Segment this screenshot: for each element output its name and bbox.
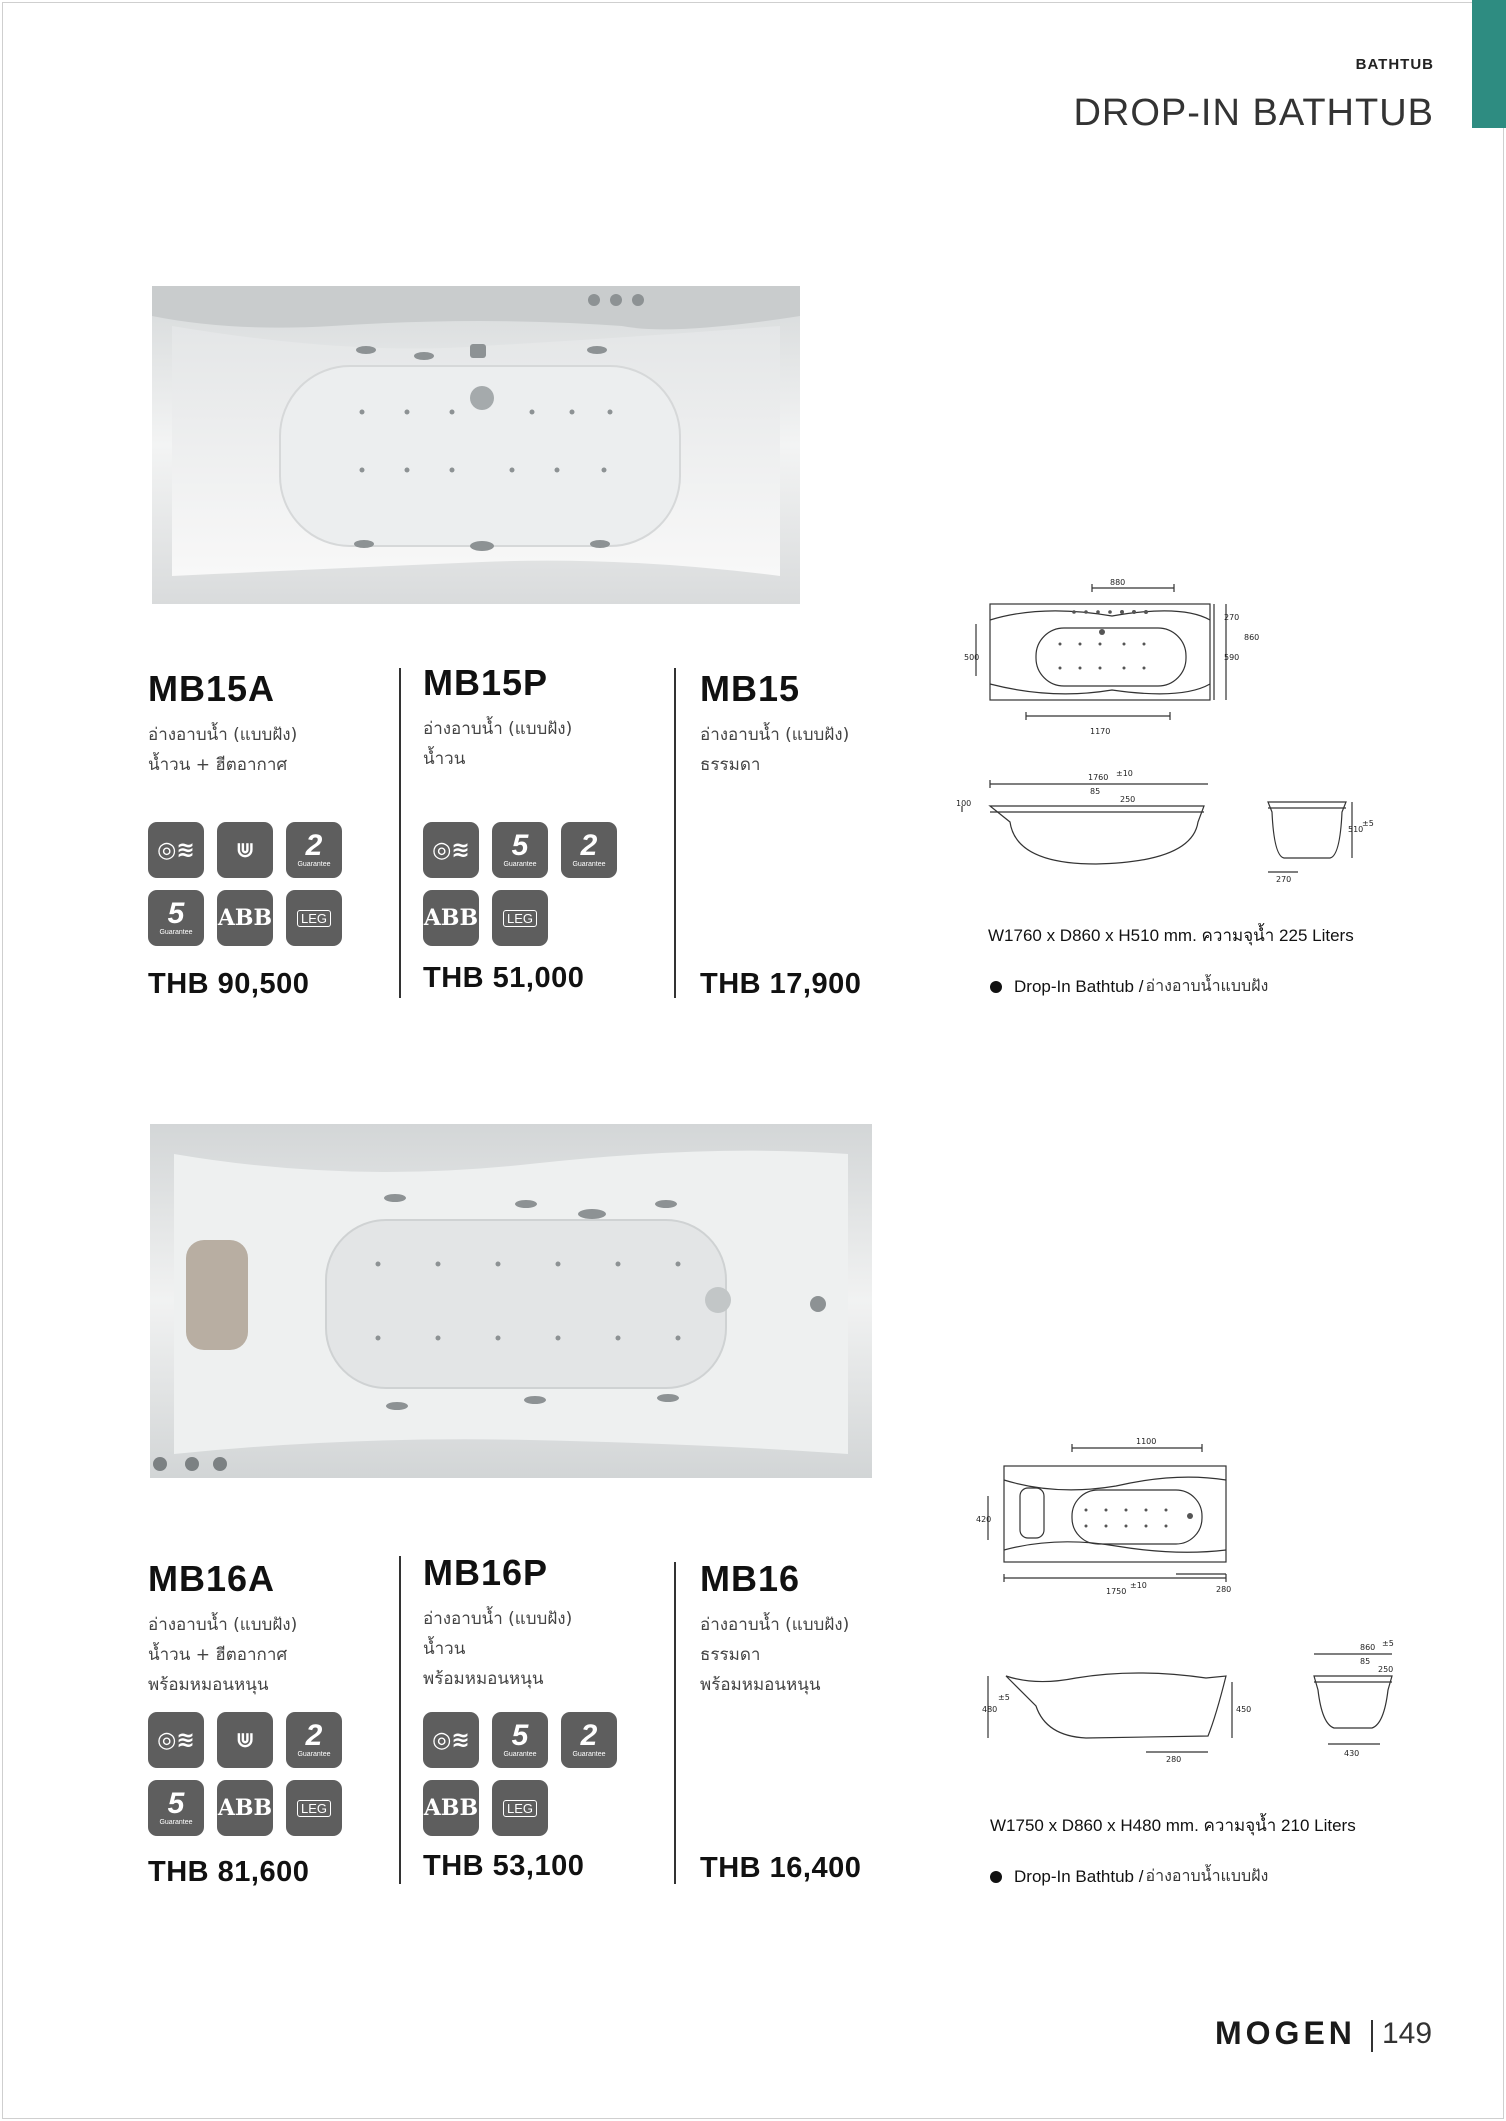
dim-label: ±5	[1362, 819, 1374, 828]
whirlpool-badge: ◎≋	[148, 1712, 204, 1768]
abb-badge: ABB	[423, 890, 479, 946]
dim-label: 420	[976, 1515, 992, 1524]
product-mb15p	[423, 662, 673, 774]
price: THB 17,900	[700, 968, 862, 1000]
product-feature: พร้อมหมอนหนุน	[700, 1675, 821, 1695]
product-feature: น้ำวน	[423, 749, 466, 769]
price: THB 51,000	[423, 962, 585, 994]
mb16a-badges-row2	[148, 1780, 342, 1836]
product-mb15	[700, 668, 950, 780]
abb-badge: ABB	[217, 1780, 273, 1836]
product-mb16p	[423, 1552, 673, 1694]
mb15-end-view-drawing	[1262, 796, 1372, 886]
dim-label: 860	[1360, 1643, 1376, 1652]
product-feature: น้ำวน + ฮีตอากาศ	[148, 755, 288, 775]
dim-label: 1100	[1136, 1437, 1157, 1446]
model-name: MB15	[700, 668, 801, 709]
5-years-guarantee-badge: 5 Guarantee	[148, 890, 204, 946]
dim-label: 100	[956, 799, 972, 808]
2-years-guarantee-badge: 2 Guarantee	[286, 822, 342, 878]
dim-label: 880	[1110, 578, 1126, 587]
mb16a-badges-row1	[148, 1712, 342, 1768]
product-mb16a	[148, 1558, 398, 1700]
mb15-side-view-drawing	[956, 766, 1206, 866]
spec-dimensions: W1750 x D860 x H480 mm. ความจุน้ำ 210 Liters	[990, 1816, 1356, 1835]
dim-label: 85	[1090, 787, 1101, 796]
dim-label: 1170	[1090, 727, 1111, 736]
product-description: อ่างอาบน้ำ (แบบฝัง)	[148, 725, 298, 745]
mb16-bathtub-photo	[150, 1124, 872, 1478]
mb16p-badges-row2	[423, 1780, 548, 1836]
type-english: Drop-In Bathtub /	[1014, 1866, 1144, 1886]
leg-badge: LEG	[492, 890, 548, 946]
dim-label: ±5	[1382, 1639, 1394, 1648]
whirlpool-badge: ◎≋	[423, 822, 479, 878]
price: THB 53,100	[423, 1850, 585, 1882]
dim-label: 85	[1360, 1657, 1371, 1666]
mb16-top-view-drawing	[976, 1432, 1256, 1622]
leg-badge: LEG	[492, 1780, 548, 1836]
price: THB 81,600	[148, 1856, 310, 1888]
model-name: MB16P	[423, 1552, 549, 1593]
mb15-bathtub-photo	[152, 286, 800, 604]
product-description: อ่างอาบน้ำ (แบบฝัง)	[700, 725, 850, 745]
mb15p-badges-row2	[423, 890, 548, 946]
brand-logo: MOGEN	[1215, 2015, 1356, 2051]
mb15-top-view-drawing	[962, 576, 1292, 736]
product-feature: ธรรมดา	[700, 1645, 761, 1665]
2-years-guarantee-badge: 2 Guarantee	[561, 822, 617, 878]
mb16-end-view-drawing	[1310, 1640, 1430, 1760]
page-number: 149	[1382, 2017, 1433, 2050]
product-description: อ่างอาบน้ำ (แบบฝัง)	[148, 1615, 298, 1635]
product-feature: ธรรมดา	[700, 755, 761, 775]
column-divider	[674, 1562, 676, 1884]
dim-label: ±10	[1116, 769, 1133, 778]
dim-label: 280	[1166, 1755, 1182, 1764]
bullet-icon	[990, 981, 1002, 993]
dim-label: 270	[1224, 613, 1240, 622]
dim-label: 280	[1216, 1585, 1232, 1594]
model-name: MB15P	[423, 662, 549, 703]
spec-dimensions: W1760 x D860 x H510 mm. ความจุน้ำ 225 Liters	[988, 926, 1354, 945]
abb-badge: ABB	[217, 890, 273, 946]
type-english: Drop-In Bathtub /	[1014, 976, 1144, 996]
product-feature: น้ำวน	[423, 1639, 466, 1659]
footer-separator	[1371, 2020, 1373, 2052]
mb15a-badges-row2	[148, 890, 342, 946]
5-years-guarantee-badge: 5 Guarantee	[148, 1780, 204, 1836]
5-years-guarantee-badge: 5 Guarantee	[492, 1712, 548, 1768]
dim-label: 590	[1224, 653, 1240, 662]
dim-label: ±5	[998, 1693, 1010, 1702]
header-title: DROP-IN BATHTUB	[1073, 92, 1434, 134]
product-mb16	[700, 1558, 950, 1700]
type-thai: อ่างอาบน้ำแบบฝัง	[1145, 1866, 1269, 1885]
section-tab-accent	[1472, 0, 1506, 128]
price: THB 16,400	[700, 1852, 862, 1884]
type-thai: อ่างอาบน้ำแบบฝัง	[1145, 976, 1269, 995]
product-mb15a	[148, 668, 398, 780]
product-description: อ่างอาบน้ำ (แบบฝัง)	[423, 719, 573, 739]
dim-label: 450	[1236, 1705, 1252, 1714]
dim-label: ±10	[1130, 1581, 1147, 1590]
bathtub-type	[990, 1864, 1268, 1889]
column-divider	[674, 668, 676, 998]
column-divider	[399, 1556, 401, 1884]
mb15p-badges-row1	[423, 822, 617, 878]
whirlpool-badge: ◎≋	[148, 822, 204, 878]
bullet-icon	[990, 1871, 1002, 1883]
dim-label: 510	[1348, 825, 1364, 834]
product-description: อ่างอาบน้ำ (แบบฝัง)	[700, 1615, 850, 1635]
mb15a-badges-row1	[148, 822, 342, 878]
abb-badge: ABB	[423, 1780, 479, 1836]
2-years-guarantee-badge: 2 Guarantee	[286, 1712, 342, 1768]
airpool-badge: ⋓	[217, 822, 273, 878]
dim-label: 860	[1244, 633, 1260, 642]
dim-label: 1750	[1106, 1587, 1127, 1596]
2-years-guarantee-badge: 2 Guarantee	[561, 1712, 617, 1768]
product-feature: พร้อมหมอนหนุน	[423, 1669, 544, 1689]
dim-label: 270	[1276, 875, 1292, 884]
product-feature: พร้อมหมอนหนุน	[148, 1675, 269, 1695]
product-description: อ่างอาบน้ำ (แบบฝัง)	[423, 1609, 573, 1629]
dim-label: 480	[982, 1705, 998, 1714]
airpool-badge: ⋓	[217, 1712, 273, 1768]
dim-label: 430	[1344, 1749, 1360, 1758]
dim-label: 500	[964, 653, 980, 662]
dim-label: 250	[1120, 795, 1136, 804]
dim-label: 250	[1378, 1665, 1394, 1674]
leg-badge: LEG	[286, 1780, 342, 1836]
bathtub-type	[990, 974, 1268, 999]
mb16-side-view-drawing	[976, 1656, 1276, 1766]
header-category: BATHTUB	[1355, 56, 1434, 73]
product-feature: น้ำวน + ฮีตอากาศ	[148, 1645, 288, 1665]
model-name: MB16A	[148, 1558, 276, 1599]
price: THB 90,500	[148, 968, 310, 1000]
whirlpool-badge: ◎≋	[423, 1712, 479, 1768]
model-name: MB15A	[148, 668, 276, 709]
leg-badge: LEG	[286, 890, 342, 946]
dim-label: 1760	[1088, 773, 1109, 782]
model-name: MB16	[700, 1558, 801, 1599]
5-years-guarantee-badge: 5 Guarantee	[492, 822, 548, 878]
column-divider	[399, 668, 401, 998]
mb16p-badges-row1	[423, 1712, 617, 1768]
